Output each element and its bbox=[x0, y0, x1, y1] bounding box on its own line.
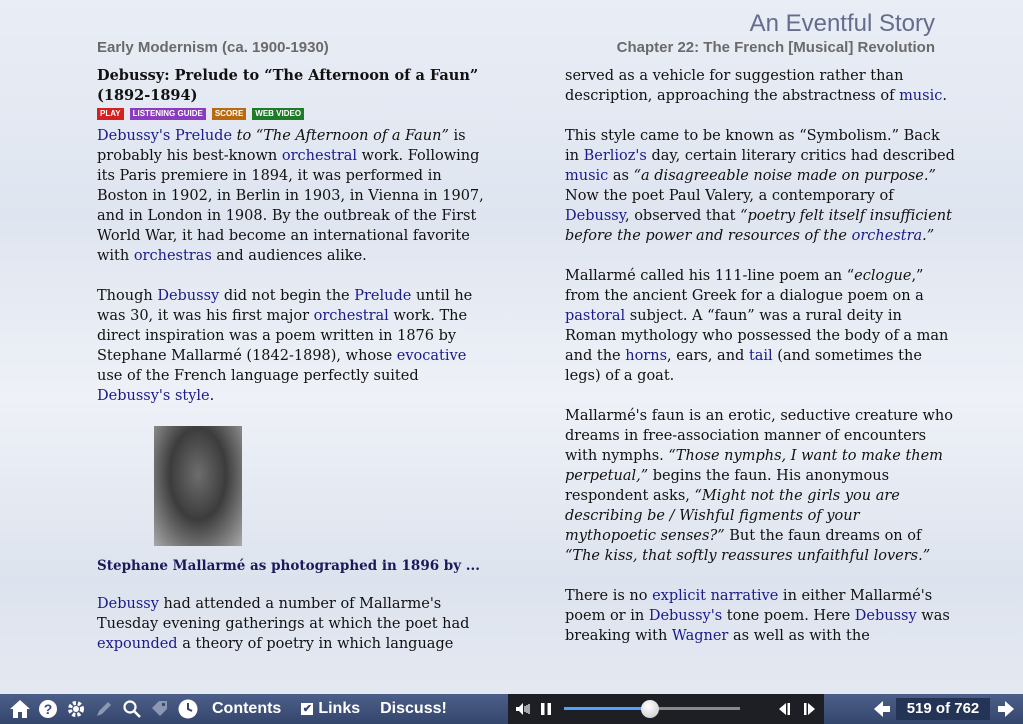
text: “Those nymphs, I want to make them perpetual,” bbox=[565, 448, 943, 484]
right-column bbox=[565, 66, 955, 666]
left-column bbox=[97, 66, 487, 674]
audio-player bbox=[508, 694, 824, 724]
contents-label: Contents bbox=[212, 700, 282, 717]
link[interactable]: orchestral bbox=[313, 308, 389, 324]
section-title: Debussy: Prelude to “The Afternoon of a Faun” (1892-1894) bbox=[97, 67, 479, 104]
pencil-icon[interactable] bbox=[90, 694, 118, 724]
link[interactable]: Debussy's bbox=[648, 608, 723, 624]
text: is probably his best-known bbox=[97, 128, 466, 164]
text: .” bbox=[922, 228, 935, 244]
home-icon[interactable] bbox=[6, 694, 34, 724]
arrow-left-icon[interactable] bbox=[868, 694, 896, 724]
media-badges bbox=[97, 108, 487, 120]
link[interactable]: orchestral bbox=[281, 148, 358, 164]
discuss-label: Discuss! bbox=[380, 700, 447, 717]
links-toggle[interactable] bbox=[301, 700, 360, 718]
link[interactable]: evocative bbox=[396, 348, 467, 364]
text: But the faun dreams on of bbox=[724, 528, 922, 544]
text: Though bbox=[97, 288, 158, 304]
svg-text:?: ? bbox=[43, 701, 53, 717]
help-icon[interactable] bbox=[34, 694, 62, 724]
text: eclogue bbox=[854, 268, 912, 284]
text: , observed that bbox=[624, 208, 741, 224]
link[interactable]: Prelude bbox=[354, 288, 412, 304]
text: was breaking with bbox=[565, 608, 950, 644]
text: “The kiss, that softly reassures unfaithful lovers.” bbox=[565, 548, 931, 564]
paragraph bbox=[565, 126, 955, 246]
link[interactable]: Berlioz's bbox=[583, 148, 647, 164]
contents-button[interactable] bbox=[212, 700, 281, 718]
text: “The Afternoon of a Faun” bbox=[255, 128, 449, 144]
text: in either Mallarmé's poem or in bbox=[565, 588, 933, 624]
mallarme-photo[interactable] bbox=[154, 426, 242, 546]
paragraph bbox=[565, 406, 955, 566]
pause-icon[interactable] bbox=[532, 694, 560, 724]
seek-progress bbox=[564, 707, 650, 710]
paragraph bbox=[565, 66, 955, 106]
link[interactable]: Wagner bbox=[671, 628, 729, 644]
score-button[interactable]: SCORE bbox=[212, 108, 246, 120]
link[interactable]: music bbox=[565, 168, 609, 184]
text: to bbox=[232, 128, 256, 144]
text: did not begin the bbox=[219, 288, 355, 304]
link[interactable]: Debussy's style bbox=[97, 388, 210, 404]
text: as bbox=[608, 168, 634, 184]
link[interactable]: Debussy bbox=[157, 288, 220, 304]
text: ,” from the ancient Greek for a dialogue poem on a bbox=[565, 268, 924, 304]
seek-handle[interactable] bbox=[641, 700, 659, 718]
link[interactable]: music bbox=[899, 88, 943, 104]
arrow-right-icon[interactable] bbox=[992, 694, 1020, 724]
paragraph bbox=[97, 594, 487, 654]
text: use of the French language perfectly suited bbox=[97, 368, 419, 384]
chapter-header: Chapter 22: The French [Musical] Revolution bbox=[616, 39, 935, 56]
discuss-button[interactable] bbox=[380, 700, 447, 718]
link[interactable]: explicit narrative bbox=[652, 588, 779, 604]
bookmark-icon[interactable] bbox=[146, 694, 174, 724]
link[interactable]: tail bbox=[748, 348, 773, 364]
text: until he was 30, it was his first major bbox=[97, 288, 473, 324]
text: served as a vehicle for suggestion rather than description, approaching the abstractness of bbox=[565, 68, 904, 104]
text: “a disagreeable noise made on purpose.” bbox=[633, 168, 936, 184]
photo-caption[interactable]: Stephane Mallarmé as photographed in 1896 by ... bbox=[97, 558, 480, 574]
text: tone poem. Here bbox=[722, 608, 855, 624]
paragraph bbox=[565, 586, 955, 646]
text: (and sometimes the legs) of a goat. bbox=[565, 348, 922, 384]
play-button[interactable]: PLAY bbox=[97, 108, 124, 120]
search-icon[interactable] bbox=[118, 694, 146, 724]
text: “poetry felt itself insufficient before the power and resources of the bbox=[565, 208, 952, 244]
text: . bbox=[942, 88, 947, 104]
link[interactable]: expounded bbox=[97, 636, 178, 652]
text: Mallarmé's faun is an erotic, seductive creature who dreams in free-association manner of encounters with nymphs. bbox=[565, 408, 953, 464]
gear-icon[interactable] bbox=[62, 694, 90, 724]
text: , ears, and bbox=[667, 348, 749, 364]
text: day, certain literary critics had described bbox=[646, 148, 955, 164]
text: subject. A “faun” was a rural deity in Roman mythology who possessed the body of a man and the bbox=[565, 308, 949, 364]
clock-icon[interactable] bbox=[174, 694, 202, 724]
text: had attended a number of Mallarme's Tuesday evening gatherings at which the poet had bbox=[97, 596, 470, 632]
page-indicator: 519 of 762 bbox=[896, 698, 990, 720]
section-header: Early Modernism (ca. 1900-1930) bbox=[97, 39, 329, 56]
paragraph bbox=[97, 126, 487, 266]
text: Mallarmé called his 111-line poem an “ bbox=[565, 268, 855, 284]
bottom-toolbar bbox=[0, 694, 1023, 724]
text: There is no bbox=[565, 588, 653, 604]
rewind-icon[interactable] bbox=[770, 694, 798, 724]
text: . bbox=[209, 388, 215, 404]
link[interactable]: Debussy bbox=[854, 608, 917, 624]
link[interactable]: Debussy's Prelude bbox=[97, 128, 233, 144]
link[interactable]: orchestras bbox=[133, 248, 212, 264]
portrait-image[interactable] bbox=[154, 426, 242, 546]
link[interactable]: pastoral bbox=[565, 308, 626, 324]
web-video-button[interactable]: WEB VIDEO bbox=[252, 108, 304, 120]
links-label: Links bbox=[318, 700, 361, 717]
link[interactable]: orchestra bbox=[851, 228, 923, 244]
book-title: An Eventful Story bbox=[749, 10, 935, 37]
paragraph bbox=[97, 286, 487, 406]
seek-bar[interactable] bbox=[564, 707, 740, 710]
text: and audiences alike. bbox=[211, 248, 367, 264]
text: a theory of poetry in which language bbox=[177, 636, 454, 652]
paragraph bbox=[565, 266, 955, 386]
link[interactable]: horns bbox=[625, 348, 668, 364]
forward-icon[interactable] bbox=[796, 694, 824, 724]
text: as well as with the bbox=[728, 628, 870, 644]
checkbox-icon[interactable]: ✔ bbox=[302, 703, 312, 715]
text: Now the poet Paul Valery, a contemporary of bbox=[565, 188, 894, 204]
listening-guide-button[interactable]: LISTENING GUIDE bbox=[130, 108, 206, 120]
link[interactable]: Debussy bbox=[565, 208, 625, 224]
text: begins the faun. His anonymous respondent asks, bbox=[565, 468, 890, 504]
text: This style came to be known as “Symbolism.” Back in bbox=[565, 128, 940, 164]
text: “Might not the girls you are describing be / Wishful figments of your mythopoetic senses?” bbox=[565, 488, 900, 544]
text: work. Following its Paris premiere in 1894, it was performed in Boston in 1902, in Berlin in 1903, in Vienna in 1907, and in London in 1908. By the outbreak of the First World War, it had become an international favorite with bbox=[97, 148, 484, 264]
text: work. The direct inspiration was a poem written in 1876 by Stephane Mallarmé (1842-1898), whose bbox=[97, 308, 468, 364]
link[interactable]: Debussy bbox=[97, 596, 159, 612]
